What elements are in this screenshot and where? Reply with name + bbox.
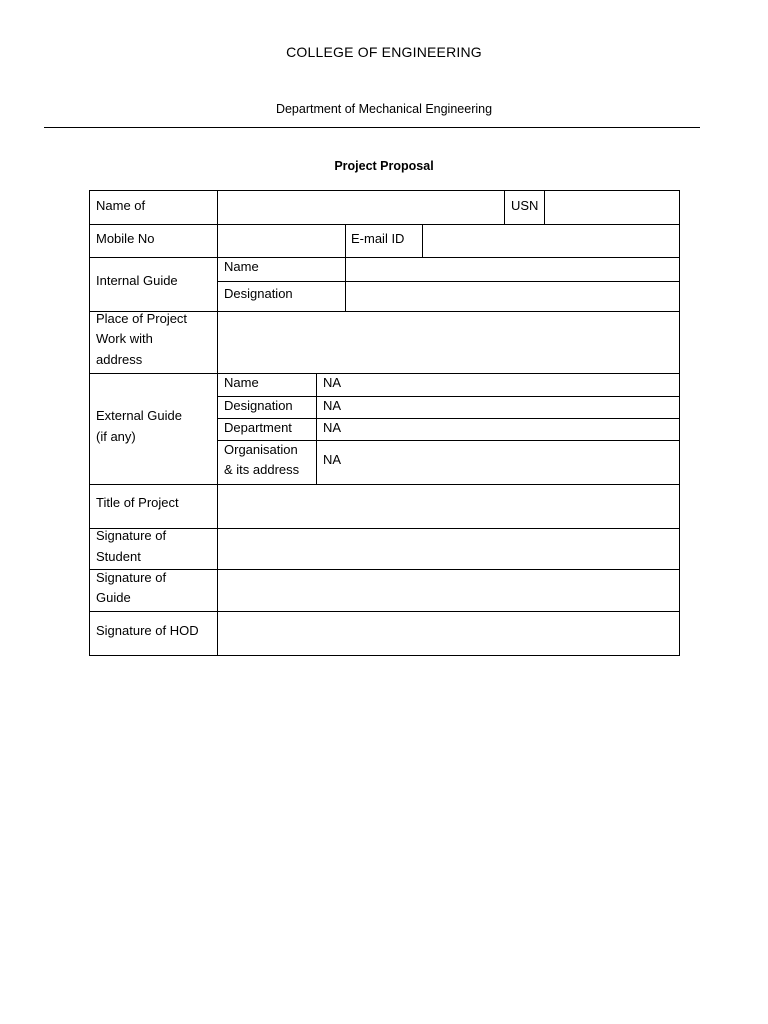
- mobile-no-label: Mobile No: [96, 231, 155, 246]
- proposal-form-table: [89, 190, 680, 656]
- title-of-project-label: Title of Project: [96, 495, 179, 510]
- external-guide-organisation-label-line1: Organisation: [224, 442, 298, 457]
- place-of-work-label-line2: Work with: [96, 331, 153, 346]
- external-guide-name-label: Name: [224, 375, 259, 390]
- internal-guide-label: Internal Guide: [96, 273, 178, 288]
- row-divider: [90, 484, 679, 485]
- external-guide-label-line2: (if any): [96, 429, 136, 444]
- row-divider: [90, 528, 679, 529]
- place-of-work-label-line3: address: [96, 352, 143, 367]
- name-of-label: Name of: [96, 198, 146, 213]
- place-of-work-label-line1: Place of Project: [96, 311, 188, 326]
- external-guide-name-value: NA: [323, 375, 342, 390]
- row-divider: [90, 257, 679, 258]
- email-value-divider: [422, 224, 423, 257]
- row-divider: [90, 569, 679, 570]
- email-id-label: E-mail ID: [351, 231, 405, 246]
- usn-divider: [504, 191, 505, 224]
- row-divider: [90, 373, 679, 374]
- department-title: Department of Mechanical Engineering: [275, 102, 493, 116]
- external-guide-organisation-label-line2: & its address: [224, 462, 300, 477]
- signature-hod-label: Signature of HOD: [96, 623, 199, 638]
- signature-student-label-line1: Signature of: [96, 528, 167, 543]
- internal-guide-designation-label: Designation: [224, 286, 293, 301]
- internal-guide-value-divider: [345, 257, 346, 311]
- signature-guide-label-line1: Signature of: [96, 570, 167, 585]
- signature-guide-label-line2: Guide: [96, 590, 131, 605]
- external-guide-label-line1: External Guide: [96, 408, 182, 423]
- internal-guide-divider: [218, 281, 679, 282]
- row-divider: [90, 611, 679, 612]
- signature-student-label-line2: Student: [96, 549, 141, 564]
- header-divider: [44, 127, 700, 128]
- external-guide-organisation-value: NA: [323, 452, 342, 467]
- external-guide-department-label: Department: [224, 420, 292, 435]
- external-guide-department-value: NA: [323, 420, 342, 435]
- row-divider: [90, 224, 679, 225]
- college-title: COLLEGE OF ENGINEERING: [286, 44, 482, 60]
- label-column-divider: [217, 191, 218, 655]
- email-divider: [345, 224, 346, 257]
- usn-value-divider: [544, 191, 545, 224]
- external-guide-designation-value: NA: [323, 398, 342, 413]
- form-title: Project Proposal: [334, 159, 434, 173]
- usn-label: USN: [511, 198, 539, 213]
- external-guide-value-divider: [316, 373, 317, 484]
- external-guide-designation-label: Designation: [224, 398, 293, 413]
- internal-guide-name-label: Name: [224, 259, 259, 274]
